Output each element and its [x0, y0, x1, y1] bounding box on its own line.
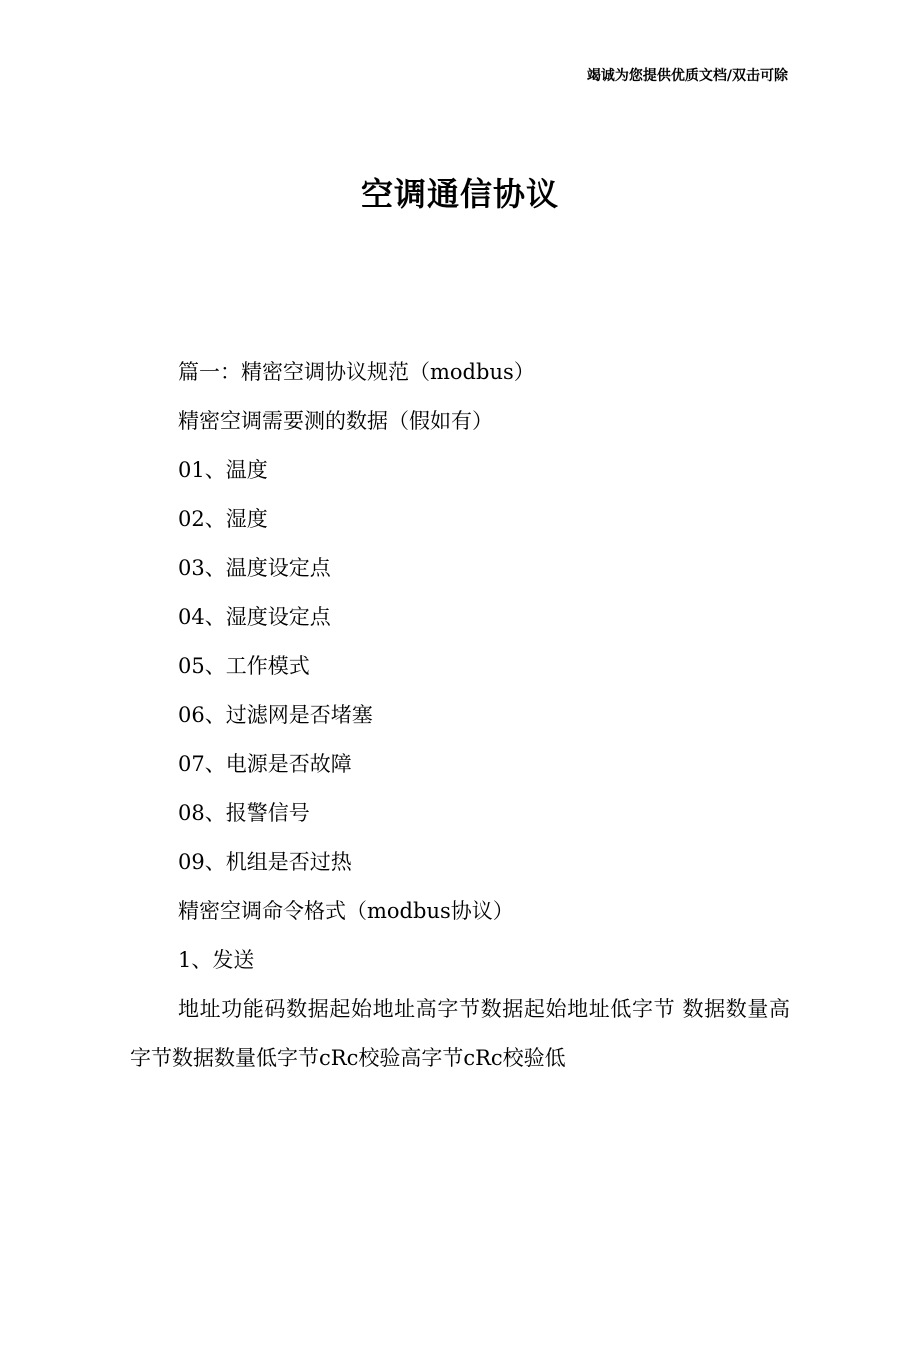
- list-item: 1、发送: [178, 948, 255, 972]
- list-item: 01、温度: [178, 458, 268, 482]
- document-body: [130, 348, 790, 1083]
- body-line: 精密空调命令格式（modbus协议）: [178, 899, 514, 923]
- list-item: 03、温度设定点: [178, 556, 331, 580]
- header-note: 竭诚为您提供优质文档/双击可除: [586, 68, 788, 84]
- list-item: 08、报警信号: [178, 801, 310, 825]
- document-title: 空调通信协议: [360, 175, 559, 213]
- list-item: 04、湿度设定点: [178, 605, 331, 629]
- list-item: 05、工作模式: [178, 654, 310, 678]
- body-paragraph: 地址功能码数据起始地址高字节数据起始地址低字节 数据数量高字节数据数量低字节cRc校验高字节cRc校验低: [130, 997, 790, 1070]
- list-item: 07、电源是否故障: [178, 752, 352, 776]
- list-item: 02、湿度: [178, 507, 268, 531]
- list-item: 09、机组是否过热: [178, 850, 352, 874]
- body-line: 精密空调需要测的数据（假如有）: [178, 409, 493, 433]
- section-heading: 篇一：精密空调协议规范（modbus）: [178, 360, 535, 384]
- list-item: 06、过滤网是否堵塞: [178, 703, 373, 727]
